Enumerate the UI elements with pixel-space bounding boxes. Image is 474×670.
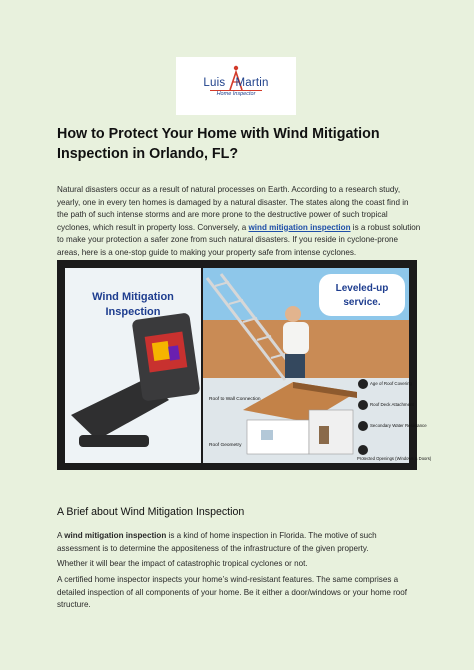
- p2-lead: A: [57, 531, 65, 540]
- callout-roof-geometry: Roof Geometry: [209, 443, 242, 448]
- logo-tagline: Home Inspector: [216, 91, 256, 97]
- logo-name-left: Luis: [203, 77, 226, 89]
- article-title: How to Protect Your Home with Wind Mitigation Inspection in Orlando, FL?: [57, 126, 380, 162]
- callout-roof-to-wall: Roof to Wall Connection: [209, 397, 261, 402]
- impact-paragraph: Whether it will bear the impact of catastrophic tropical cyclones or not.: [57, 559, 308, 568]
- logo-wordmark: [186, 77, 286, 89]
- roof-covering-icon: [358, 379, 368, 389]
- intro-paragraph: [57, 184, 422, 259]
- callout-roof-deck: Roof Deck Attachment: [370, 402, 414, 407]
- inspector-paragraph: A certified home inspector inspects your home’s wind-resistant features. The same comprises a detailed inspection of all components of your home. Be it either a door/windows or your home roof structure.: [57, 575, 408, 609]
- section-heading: A Brief about Wind Mitigation Inspection: [57, 506, 245, 518]
- hero-label-left-line1: Wind Mitigation: [92, 291, 174, 303]
- logo-name-right: Martin: [235, 77, 269, 89]
- hero-image: [57, 260, 432, 470]
- water-resistance-icon: [358, 421, 368, 431]
- wind-mitigation-link[interactable]: wind mitigation inspection: [248, 222, 351, 232]
- intro-text-after-link: is a robust solution to make your protection a safer zone from such natural disasters. If you reside in cyclone-prone areas, here is a one-stop guide to making your property safe from intense cyclones.: [57, 222, 421, 257]
- company-logo: [176, 57, 296, 115]
- p2-rest: is a kind of home inspection in Florida. The motive of such assessment is to determine the appositeness of the infrastructure of the given property.: [57, 531, 377, 553]
- hero-label-right-line2: service.: [343, 297, 381, 308]
- callout-age-of-roof: Age of Roof Covering: [370, 381, 412, 386]
- intro-text-before-link: Natural disasters occur as a result of natural processes on Earth. According to a research study, yearly, one in every ten homes is damaged by a natural disaster. The states along the coast find in the path of such intense storms and are more prone to the destructive power of such tropical cyclones, which result in property loss. Conversely, a: [57, 185, 409, 232]
- hero-label-left-line2: Inspection: [105, 306, 161, 318]
- definition-paragraph: [57, 530, 422, 555]
- p2-bold-term: wind mitigation inspection: [64, 531, 167, 540]
- callout-secondary-water: Secondary Water Resistance: [370, 423, 427, 428]
- speech-bubble: [319, 274, 405, 316]
- hero-label-right-line1: Leveled-up: [335, 283, 389, 294]
- hero-illustration: [57, 260, 432, 470]
- roof-deck-icon: [358, 400, 368, 410]
- openings-icon: [358, 445, 368, 455]
- callout-protected-openings: Protected Openings (Windows & Doors): [357, 456, 432, 461]
